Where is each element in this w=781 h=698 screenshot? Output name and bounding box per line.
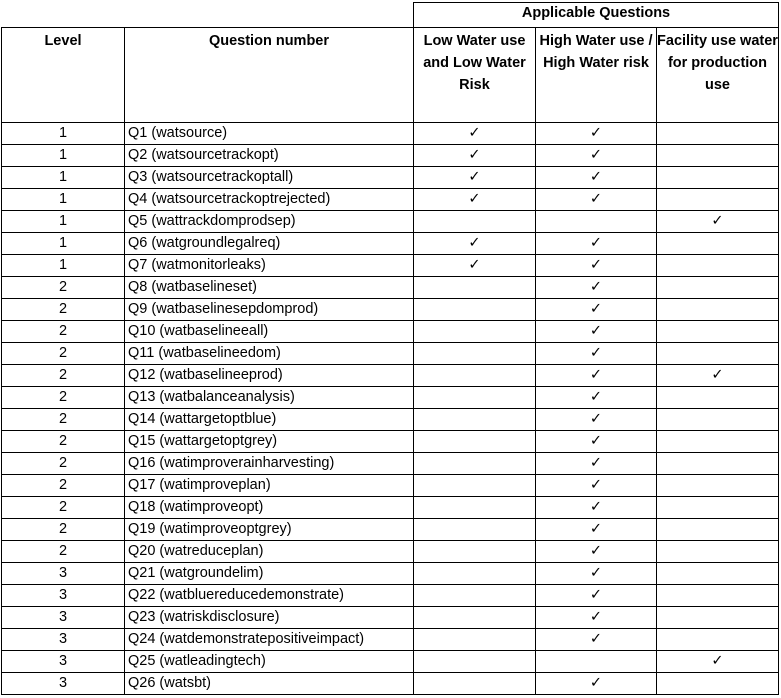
question-cell: Q26 (watsbt) [125,673,414,695]
high-applicable-cell [536,475,657,497]
question-cell: Q13 (watbalanceanalysis) [125,387,414,409]
facility-applicable-cell [657,167,779,189]
facility-applicable-cell [657,255,779,277]
level-cell: 2 [2,277,125,299]
table-row [2,673,779,695]
high-applicable-cell [536,233,657,255]
checkmark-icon: ✓ [589,367,603,383]
checkmark-icon: ✓ [589,389,603,405]
question-cell: Q10 (watbaselineeall) [125,321,414,343]
facility-applicable-cell [657,673,779,695]
table-row [2,475,779,497]
table-row [2,563,779,585]
low-applicable-cell [414,409,536,431]
question-cell: Q1 (watsource) [125,123,414,145]
question-cell: Q19 (watimproveoptgrey) [125,519,414,541]
facility-applicable-cell [657,189,779,211]
checkmark-icon: ✓ [468,257,481,273]
level-cell: 3 [2,651,125,673]
level-cell: 3 [2,563,125,585]
facility-applicable-cell [657,211,779,233]
level-cell: 2 [2,343,125,365]
high-applicable-cell [536,541,657,563]
high-applicable-cell [536,497,657,519]
table-row [2,519,779,541]
low-applicable-cell [414,651,536,673]
level-cell: 2 [2,409,125,431]
question-cell: Q22 (watbluereducedemonstrate) [125,585,414,607]
level-cell: 1 [2,211,125,233]
table-row [2,255,779,277]
checkmark-icon: ✓ [589,169,603,185]
header-row [2,28,779,123]
table-row [2,145,779,167]
checkmark-icon: ✓ [589,631,603,647]
facility-applicable-cell [657,541,779,563]
high-applicable-cell [536,145,657,167]
checkmark-icon: ✓ [589,301,603,317]
checkmark-icon: ✓ [589,279,603,295]
checkmark-icon: ✓ [711,653,724,669]
question-cell: Q21 (watgroundelim) [125,563,414,585]
low-applicable-cell [414,453,536,475]
level-cell: 1 [2,145,125,167]
checkmark-icon: ✓ [589,565,603,581]
low-applicable-cell [414,563,536,585]
level-column-header: Level [2,28,125,123]
level-cell: 2 [2,475,125,497]
high-applicable-cell [536,277,657,299]
low-applicable-cell [414,277,536,299]
level-cell: 3 [2,607,125,629]
facility-applicable-cell [657,453,779,475]
facility-applicable-cell [657,321,779,343]
facility-applicable-cell [657,519,779,541]
level-cell: 2 [2,321,125,343]
facility-applicable-cell [657,123,779,145]
low-applicable-cell [414,475,536,497]
table-row [2,497,779,519]
low-applicable-cell [414,431,536,453]
checkmark-icon: ✓ [589,675,603,691]
question-cell: Q24 (watdemonstratepositiveimpact) [125,629,414,651]
low-applicable-cell [414,365,536,387]
low-applicable-cell [414,321,536,343]
table-row [2,607,779,629]
level-cell: 1 [2,167,125,189]
level-cell: 2 [2,431,125,453]
question-cell: Q18 (watimproveopt) [125,497,414,519]
checkmark-icon: ✓ [468,235,481,251]
checkmark-icon: ✓ [589,125,603,141]
header-group-row [2,3,779,28]
level-cell: 2 [2,387,125,409]
question-number-column-header: Question number [125,28,414,123]
level-cell: 1 [2,233,125,255]
table-row [2,365,779,387]
header-blank-cell [2,3,125,28]
checkmark-icon: ✓ [589,609,603,625]
table-row [2,651,779,673]
high-applicable-cell [536,189,657,211]
checkmark-icon: ✓ [589,147,603,163]
low-applicable-cell [414,519,536,541]
high-applicable-cell [536,409,657,431]
low-applicable-cell [414,255,536,277]
facility-applicable-cell [657,497,779,519]
checkmark-icon: ✓ [589,433,603,449]
high-applicable-cell [536,585,657,607]
checkmark-icon: ✓ [468,125,481,141]
low-applicable-cell [414,673,536,695]
checkmark-icon: ✓ [711,213,724,229]
high-applicable-cell [536,123,657,145]
table-row [2,277,779,299]
facility-applicable-cell [657,387,779,409]
low-applicable-cell [414,211,536,233]
question-cell: Q12 (watbaselineeprod) [125,365,414,387]
question-cell: Q16 (watimproverainharvesting) [125,453,414,475]
low-water-column-header: Low Water use and Low Water Risk [414,28,536,123]
facility-applicable-cell [657,409,779,431]
facility-applicable-cell [657,277,779,299]
high-applicable-cell [536,343,657,365]
checkmark-icon: ✓ [589,345,603,361]
question-cell: Q25 (watleadingtech) [125,651,414,673]
low-applicable-cell [414,607,536,629]
facility-applicable-cell [657,365,779,387]
facility-applicable-cell [657,607,779,629]
level-cell: 2 [2,541,125,563]
question-cell: Q9 (watbaselinesepdomprod) [125,299,414,321]
question-cell: Q2 (watsourcetrackopt) [125,145,414,167]
question-cell: Q14 (wattargetoptblue) [125,409,414,431]
table-row [2,431,779,453]
applicable-questions-header: Applicable Questions [414,3,779,28]
high-applicable-cell [536,519,657,541]
level-cell: 2 [2,453,125,475]
table-row [2,189,779,211]
level-cell: 1 [2,123,125,145]
checkmark-icon: ✓ [589,499,603,515]
checkmark-icon: ✓ [468,169,481,185]
table-row [2,409,779,431]
level-cell: 2 [2,365,125,387]
facility-applicable-cell [657,145,779,167]
table-row [2,585,779,607]
facility-applicable-cell [657,475,779,497]
high-applicable-cell [536,299,657,321]
question-cell: Q8 (watbaselineset) [125,277,414,299]
high-applicable-cell [536,211,657,233]
question-cell: Q7 (watmonitorleaks) [125,255,414,277]
high-applicable-cell [536,651,657,673]
checkmark-icon: ✓ [589,477,603,493]
table-row [2,167,779,189]
facility-applicable-cell [657,563,779,585]
question-cell: Q23 (watriskdisclosure) [125,607,414,629]
table-row [2,387,779,409]
low-applicable-cell [414,145,536,167]
high-applicable-cell [536,387,657,409]
low-applicable-cell [414,299,536,321]
low-applicable-cell [414,167,536,189]
facility-applicable-cell [657,431,779,453]
high-water-column-header: High Water use / High Water risk [536,28,657,123]
high-applicable-cell [536,431,657,453]
checkmark-icon: ✓ [589,543,603,559]
low-applicable-cell [414,189,536,211]
table-row [2,453,779,475]
header-blank-cell [125,3,414,28]
table-row [2,233,779,255]
checkmark-icon: ✓ [589,411,603,427]
low-applicable-cell [414,387,536,409]
question-cell: Q5 (wattrackdomprodsep) [125,211,414,233]
checkmark-icon: ✓ [468,147,481,163]
table-row [2,321,779,343]
question-cell: Q17 (watimproveplan) [125,475,414,497]
checkmark-icon: ✓ [589,257,603,273]
high-applicable-cell [536,365,657,387]
facility-applicable-cell [657,651,779,673]
question-cell: Q15 (wattargetoptgrey) [125,431,414,453]
facility-applicable-cell [657,343,779,365]
level-cell: 2 [2,519,125,541]
level-cell: 3 [2,673,125,695]
low-applicable-cell [414,497,536,519]
applicable-questions-table [1,2,779,695]
high-applicable-cell [536,673,657,695]
checkmark-icon: ✓ [711,367,724,383]
high-applicable-cell [536,563,657,585]
question-cell: Q4 (watsourcetrackoptrejected) [125,189,414,211]
level-cell: 1 [2,255,125,277]
table-row [2,123,779,145]
table-row [2,299,779,321]
question-cell: Q3 (watsourcetrackoptall) [125,167,414,189]
high-applicable-cell [536,321,657,343]
facility-applicable-cell [657,299,779,321]
checkmark-icon: ✓ [589,587,603,603]
high-applicable-cell [536,629,657,651]
level-cell: 1 [2,189,125,211]
checkmark-icon: ✓ [589,521,603,537]
level-cell: 3 [2,585,125,607]
question-cell: Q11 (watbaselineedom) [125,343,414,365]
low-applicable-cell [414,541,536,563]
high-applicable-cell [536,255,657,277]
level-cell: 2 [2,299,125,321]
low-applicable-cell [414,585,536,607]
facility-applicable-cell [657,233,779,255]
level-cell: 2 [2,497,125,519]
high-applicable-cell [536,167,657,189]
low-applicable-cell [414,343,536,365]
low-applicable-cell [414,629,536,651]
table-row [2,629,779,651]
checkmark-icon: ✓ [589,323,603,339]
low-applicable-cell [414,233,536,255]
table-row [2,343,779,365]
question-cell: Q20 (watreduceplan) [125,541,414,563]
checkmark-icon: ✓ [468,191,481,207]
high-applicable-cell [536,453,657,475]
table-row [2,541,779,563]
level-cell: 3 [2,629,125,651]
checkmark-icon: ✓ [589,191,603,207]
checkmark-icon: ✓ [589,235,603,251]
low-applicable-cell [414,123,536,145]
facility-applicable-cell [657,629,779,651]
facility-use-column-header: Facility use water for production use [657,28,779,123]
table-row [2,211,779,233]
checkmark-icon: ✓ [589,455,603,471]
facility-applicable-cell [657,585,779,607]
high-applicable-cell [536,607,657,629]
question-cell: Q6 (watgroundlegalreq) [125,233,414,255]
